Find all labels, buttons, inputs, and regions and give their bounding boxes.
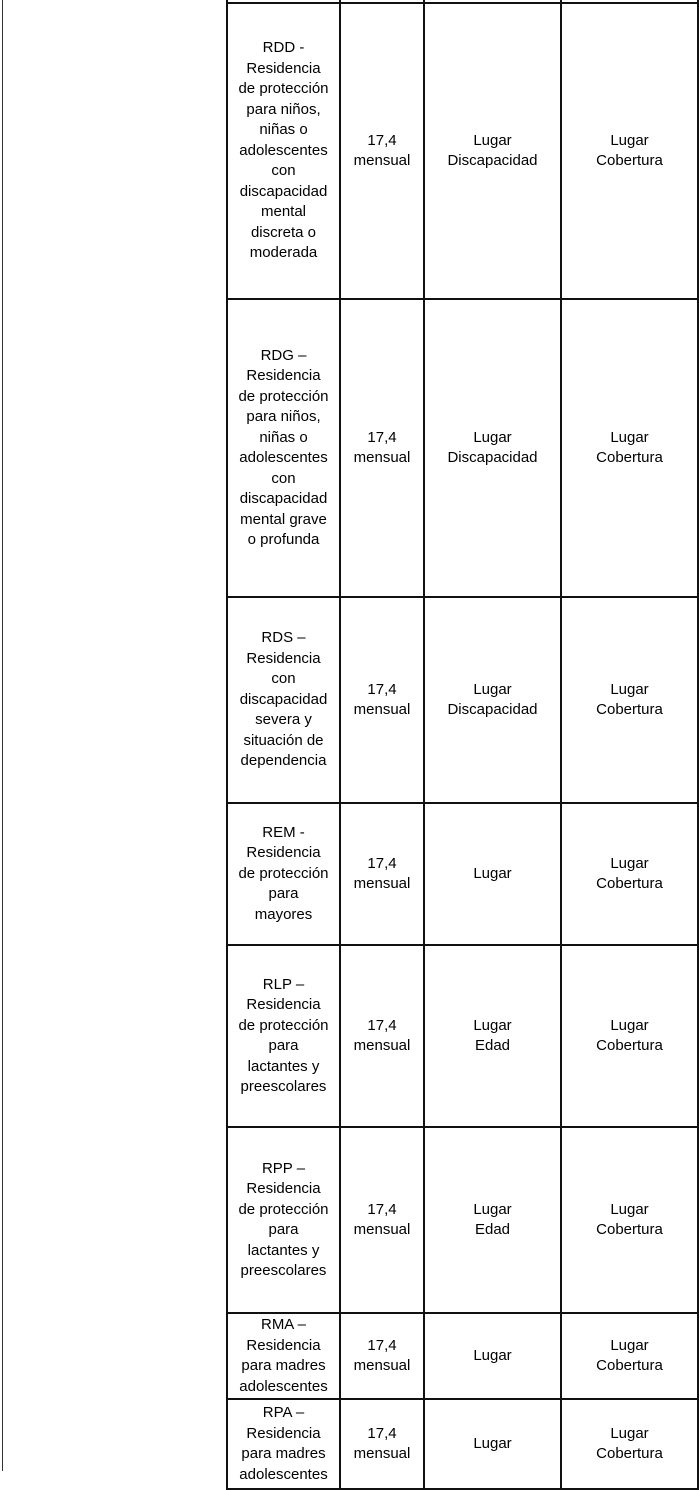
coverage-text-line: Cobertura [596,1037,663,1054]
frequency-text-line: mensual [353,449,411,466]
service-name-text-line: Residencia [246,844,321,862]
frequency-cell [340,299,424,597]
service-name-text-line: con [271,162,296,180]
criteria-text-line: Lugar [473,131,512,149]
services-table-body [227,0,698,1489]
service-name-text-line: discapacidad [239,690,328,708]
service-name-text-line: adolescentes [239,141,328,159]
frequency-text-line: 17,4 [367,1200,397,1218]
coverage-text-line: Lugar [610,131,649,149]
coverage-cell [561,1399,698,1489]
criteria-cell [424,1313,561,1399]
criteria-cell [424,597,561,803]
table-row [227,1399,698,1489]
service-name-cell [227,299,340,597]
frequency-text-line: mensual [353,1445,411,1462]
criteria-text-line: Lugar [473,1016,512,1034]
frequency-text-line: 17,4 [367,428,397,446]
frequency-text-line: 17,4 [367,854,397,872]
criteria-text-line: Discapacidad [447,449,538,466]
coverage-text-line: Lugar [610,1336,649,1354]
coverage-text-line: Lugar [610,1424,649,1442]
service-name-text-line: de protección [238,1200,329,1218]
service-name-cell [227,3,340,299]
frequency-text-line: mensual [353,1221,411,1238]
service-name-text-line: moderada [249,244,318,262]
service-name-text-line: para [268,1037,299,1054]
service-name-text-line: de protección [238,1016,329,1034]
service-name-text-line: Residencia [246,1336,321,1354]
frequency-text-line: 17,4 [367,1336,397,1354]
frequency-cell [340,1313,424,1399]
table-row [227,3,698,299]
service-name-text-line: Residencia [246,649,321,667]
service-name-text-line: mental grave [240,510,327,528]
service-name-text-line: discreta o [250,223,317,241]
coverage-text-line: Cobertura [596,875,663,892]
criteria-cell [424,1127,561,1313]
criteria-text-line: Edad [474,1037,511,1054]
frequency-text-line: 17,4 [367,680,397,698]
frequency-cell [340,1399,424,1489]
frequency-cell [340,3,424,299]
services-table [226,0,699,1490]
service-name-text-line: situación de [243,731,324,749]
service-name-text-line: mental [260,203,307,221]
service-name-text-line: para [268,885,299,903]
service-name-text-line: con [271,469,296,487]
service-name-text-line: adolescentes [239,1377,328,1395]
coverage-text-line: Lugar [610,1016,649,1034]
service-name-text-line: de protección [238,80,329,98]
table-row [227,1127,698,1313]
service-name-text-line: RPP – [261,1159,306,1177]
coverage-text-line: Cobertura [596,449,663,466]
service-name-text-line: niñas o [259,121,308,139]
service-name-text-line: para niños, [246,100,321,118]
service-name-text-line: mayores [254,905,313,923]
criteria-text-line: Lugar [473,1346,512,1364]
coverage-text-line: Lugar [610,428,649,446]
service-name-text-line: RMA – [260,1316,306,1333]
criteria-cell [424,803,561,945]
coverage-cell [561,803,698,945]
service-name-text-line: adolescentes [239,1465,328,1483]
coverage-cell [561,299,698,597]
coverage-text-line: Lugar [610,680,649,698]
frequency-text-line: 17,4 [367,131,397,149]
service-name-text-line: RDS – [261,629,306,647]
criteria-text-line: Discapacidad [447,152,538,169]
table-row [227,803,698,945]
frequency-text-line: 17,4 [367,1016,397,1034]
service-name-text-line: Residencia [246,1424,321,1442]
frequency-text-line: mensual [353,701,411,718]
service-name-text-line: Residencia [246,1180,321,1197]
service-name-text-line: RDG – [260,346,307,364]
criteria-text-line: Lugar [473,680,512,698]
service-name-text-line: RPA – [262,1404,305,1421]
table-row [227,945,698,1127]
coverage-cell [561,945,698,1127]
service-name-text-line: para [268,1221,299,1238]
service-name-text-line: adolescentes [239,449,328,466]
service-name-cell [227,1313,340,1399]
service-name-text-line: Residencia [246,59,321,77]
frequency-text-line: mensual [353,1357,411,1374]
frequency-cell [340,945,424,1127]
service-name-text-line: RDD - [262,39,305,57]
table-row [227,597,698,803]
service-name-text-line: niñas o [259,428,308,446]
coverage-cell [561,1313,698,1399]
service-name-text-line: para niños, [246,408,321,425]
frequency-text-line: 17,4 [367,1424,397,1442]
coverage-text-line: Lugar [610,854,649,872]
service-name-text-line: de protección [238,387,329,405]
frequency-text-line: mensual [353,875,411,892]
frequency-cell [340,1127,424,1313]
service-name-text-line: lactantes y [247,1241,320,1259]
criteria-cell [424,945,561,1127]
service-name-text-line: de protección [238,864,329,882]
criteria-text-line: Lugar [473,1200,512,1218]
criteria-text-line: Lugar [473,864,512,882]
service-name-text-line: preescolares [240,1078,327,1095]
service-name-text-line: RLP – [262,975,305,993]
service-name-text-line: REM - [262,823,305,841]
service-name-cell [227,945,340,1127]
service-name-text-line: con [271,670,296,688]
criteria-text-line: Lugar [473,428,512,446]
criteria-cell [424,1399,561,1489]
coverage-cell [561,3,698,299]
coverage-text-line: Cobertura [596,152,663,169]
coverage-text-line: Cobertura [596,1445,663,1462]
service-name-text-line: dependencia [240,752,327,770]
coverage-text-line: Cobertura [596,1221,663,1238]
service-name-text-line: lactantes y [247,1057,320,1075]
service-name-cell [227,1127,340,1313]
frequency-cell [340,803,424,945]
frequency-cell [340,597,424,803]
service-name-cell [227,803,340,945]
service-name-text-line: Residencia [246,996,321,1013]
service-name-text-line: Residencia [246,367,321,384]
criteria-text-line: Discapacidad [447,701,538,718]
service-name-text-line: o profunda [247,531,320,548]
service-name-cell [227,597,340,803]
coverage-text-line: Cobertura [596,701,663,718]
service-name-cell [227,1399,340,1489]
service-name-text-line: para madres [241,1357,326,1374]
frequency-text-line: mensual [353,152,411,169]
coverage-text-line: Lugar [610,1200,649,1218]
service-name-text-line: para madres [241,1445,326,1462]
frequency-text-line: mensual [353,1037,411,1054]
service-name-text-line: discapacidad [239,490,328,507]
coverage-cell [561,597,698,803]
page-margin-rule [2,0,3,1471]
criteria-cell [424,299,561,597]
criteria-text-line: Lugar [473,1434,512,1452]
criteria-text-line: Edad [474,1221,511,1238]
service-name-text-line: discapacidad [239,182,328,200]
table-row [227,1313,698,1399]
coverage-cell [561,1127,698,1313]
criteria-cell [424,3,561,299]
table-row [227,299,698,597]
service-name-text-line: preescolares [240,1262,327,1279]
service-name-text-line: severa y [255,711,312,729]
coverage-text-line: Cobertura [596,1357,663,1374]
